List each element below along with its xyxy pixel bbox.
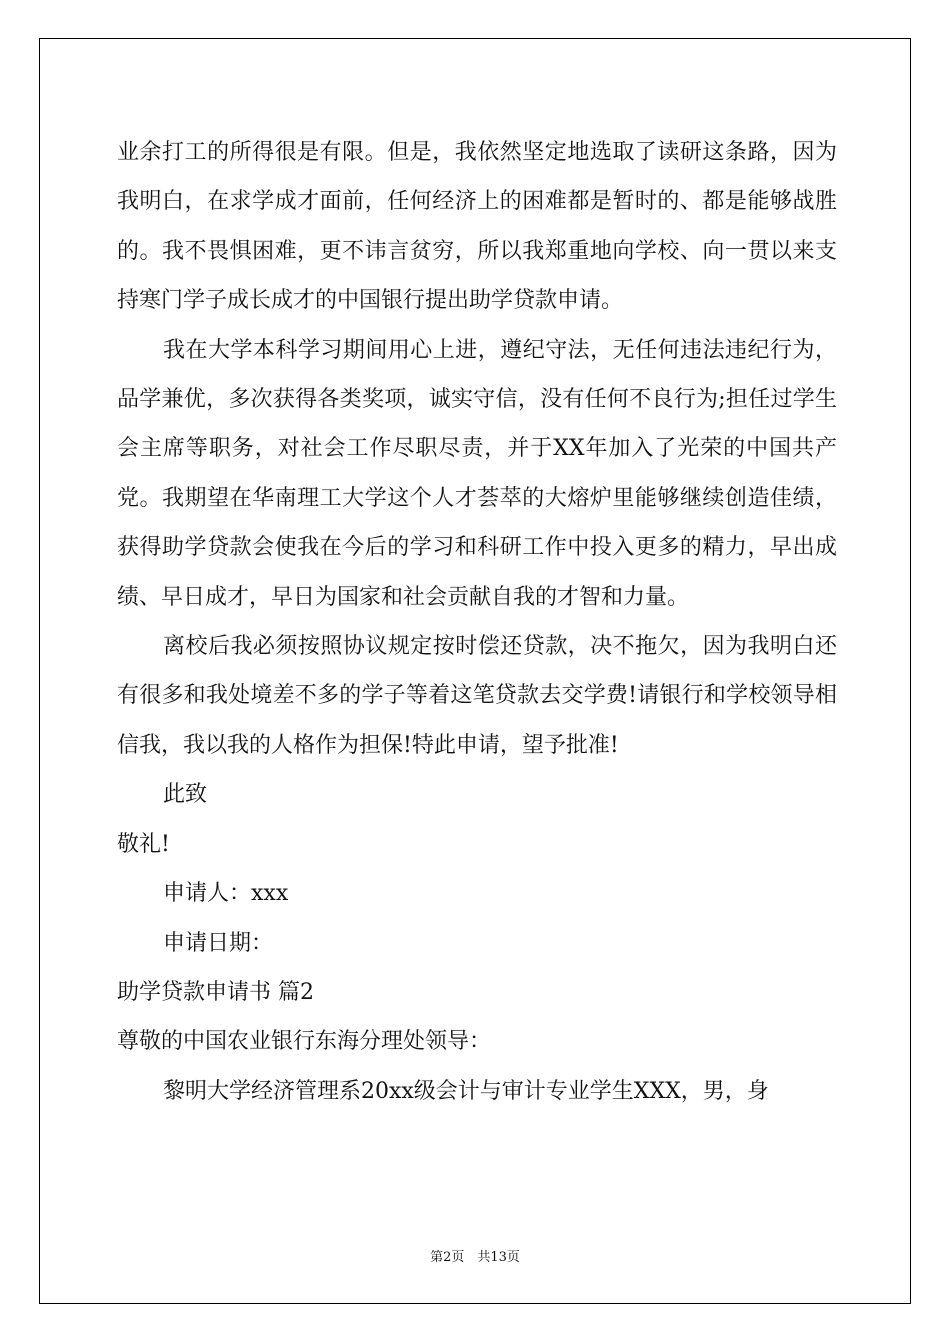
- applicant-line: 申请人：xxx: [163, 881, 289, 907]
- page-number: 第2页 共13页: [430, 1250, 520, 1265]
- application-date-line: 申请日期：: [163, 930, 274, 956]
- closing-regards: 敬礼!: [117, 831, 170, 857]
- section-heading: 助学贷款申请书 篇2: [117, 979, 314, 1005]
- recipient-greeting: 尊敬的中国农业银行东海分理处领导：: [117, 1029, 492, 1055]
- document-body: [117, 128, 837, 1116]
- paragraph-repayment: 离校后我必须按照协议规定按时偿还贷款，决不拖欠，因为我明白还有很多和我处境差不多的学子等着这笔贷款去交学费!请银行和学校领导相信我，我以我的人格作为担保!特此申请，望予批准!: [117, 634, 837, 758]
- paragraph-intro: 黎明大学经济管理系20xx级会计与审计专业学生XXX，男，身: [163, 1078, 769, 1104]
- closing-salutation: 此致: [163, 782, 208, 808]
- paragraph-conduct: 我在大学本科学习期间用心上进，遵纪守法，无任何违法违纪行为，品学兼优，多次获得各类奖项，诚实守信，没有任何不良行为;担任过学生会主席等职务，对社会工作尽职尽责，并于XX年加入了光荣的中国共产党。我期望在华南理工大学这个人才荟萃的大熔炉里能够继续创造佳绩，获得助学贷款会使我在今后的学习和科研工作中投入更多的精力，早出成绩、早日成才，早日为国家和社会贡献自我的才智和力量。: [117, 337, 837, 610]
- paragraph-continuation: 业余打工的所得很是有限。但是，我依然坚定地选取了读研这条路，因为我明白，在求学成才面前，任何经济上的困难都是暂时的、都是能够战胜的。我不畏惧困难，更不讳言贫穷，所以我郑重地向学校、向一贯以来支持寒门学子成长成才的中国银行提出助学贷款申请。: [117, 140, 837, 314]
